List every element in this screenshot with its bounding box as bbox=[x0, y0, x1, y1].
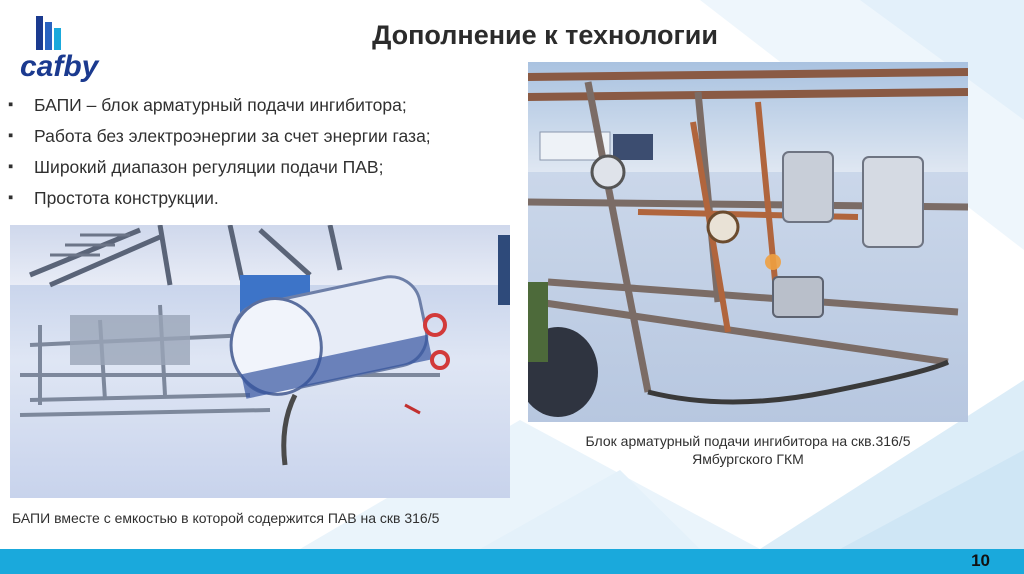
photo-bapi-with-container bbox=[10, 225, 510, 498]
footer-bar bbox=[0, 549, 1024, 574]
photo-valve-block-on-well bbox=[528, 62, 968, 422]
bullet-item bbox=[8, 92, 431, 123]
company-logo bbox=[18, 14, 102, 84]
bullet-item bbox=[8, 154, 431, 185]
bullet-text: Простота конструкции. bbox=[34, 188, 219, 208]
svg-text:cafby: cafby bbox=[20, 50, 99, 83]
bullet-item bbox=[8, 123, 431, 154]
bullet-icon: ▪ bbox=[8, 158, 14, 175]
right-photo-caption bbox=[548, 432, 948, 468]
slide-title: Дополнение к технологии bbox=[372, 20, 718, 50]
page-number: 10 bbox=[971, 551, 990, 570]
bullet-list bbox=[8, 92, 431, 216]
bullet-text: Работа без электроэнергии за счет энергии газа; bbox=[34, 126, 431, 146]
left-photo-caption: БАПИ вместе с емкостью в которой содержится ПАВ на скв 316/5 bbox=[12, 510, 440, 526]
logo-icon bbox=[18, 14, 102, 84]
bullet-icon: ▪ bbox=[8, 127, 14, 144]
bullet-icon: ▪ bbox=[8, 96, 14, 113]
bullet-icon: ▪ bbox=[8, 189, 14, 206]
right-caption-line: Ямбургского ГКМ bbox=[692, 451, 804, 467]
bullet-item bbox=[8, 185, 431, 216]
bullet-text: Широкий диапазон регуляции подачи ПАВ; bbox=[34, 157, 384, 177]
bullet-text: БАПИ – блок арматурный подачи ингибитора; bbox=[34, 95, 407, 115]
right-caption-line: Блок арматурный подачи ингибитора на скв.316/5 bbox=[585, 433, 911, 449]
